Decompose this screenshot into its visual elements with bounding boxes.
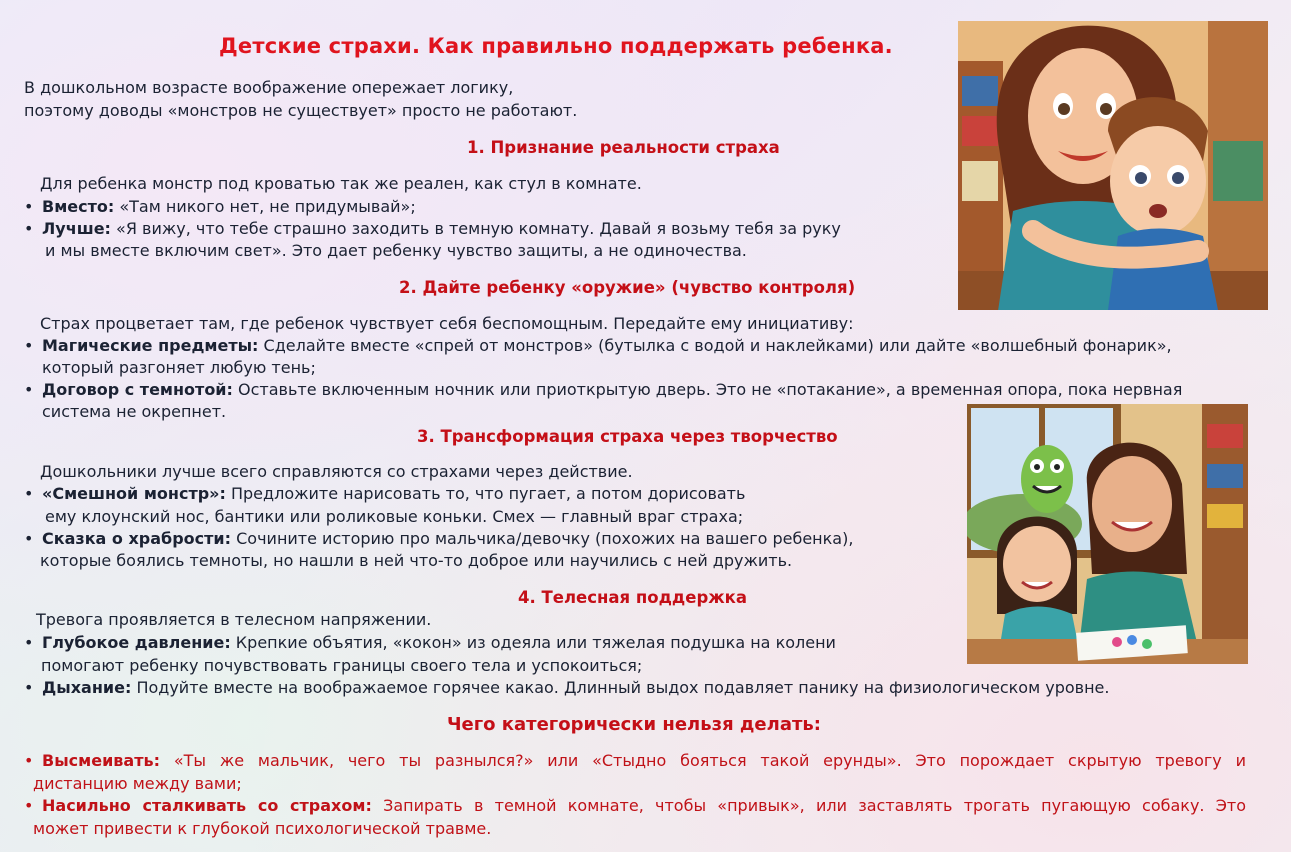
item-label: Глубокое давление: [42, 633, 231, 652]
section-4-item-1-cont: помогают ребенку почувствовать границы своего тела и успокоиться; [41, 656, 643, 675]
section-4-item-2 [24, 678, 1109, 697]
forbidden-item-2-cont: может привести к глубокой психологической травме. [33, 819, 492, 838]
mother-hugging-boy-illustration [958, 21, 1268, 310]
section-2-item-1-cont: который разгоняет любую тень; [42, 358, 316, 377]
forbidden-item-2 [24, 796, 1246, 815]
item-text: Запирать в темной комнате, чтобы «привык», или заставлять трогать пугающую собаку. Это [371, 796, 1247, 815]
mother-daughter-drawing-illustration [967, 404, 1248, 664]
section-3-item-2 [24, 529, 853, 548]
section-1-item-2-cont: и мы вместе включим свет». Это дает ребенку чувство защиты, а не одиночества. [45, 241, 747, 260]
section-1-item-2 [24, 219, 841, 238]
section-1-lead: Для ребенка монстр под кроватью так же реален, как стул в комнате. [40, 174, 642, 193]
item-text: Сделайте вместе «спрей от монстров» (бутылка с водой и наклейками) или дайте «волшебный фонарик», [258, 336, 1172, 355]
bullet: • [24, 751, 34, 770]
bullet: • [24, 796, 34, 815]
section-2-item-2 [24, 380, 1182, 399]
bullet: • [24, 529, 34, 548]
section-3-item-1-cont: ему клоунский нос, бантики или роликовые коньки. Смех — главный враг страха; [45, 507, 744, 526]
intro-line-2: поэтому доводы «монстров не существует» просто не работают. [24, 101, 578, 120]
item-text: Крепкие объятия, «кокон» из одеяла или тяжелая подушка на колени [230, 633, 836, 652]
bullet: • [24, 633, 34, 652]
forbidden-heading: Чего категорически нельзя делать: [447, 714, 821, 735]
section-2-heading: 2. Дайте ребенку «оружие» (чувство контроля) [399, 278, 856, 297]
section-3-lead: Дошкольники лучше всего справляются со страхами через действие. [40, 462, 633, 481]
item-text: Подуйте вместе на воображаемое горячее какао. Длинный выдох подавляет панику на физиологическом уровне. [131, 678, 1110, 697]
section-2-item-1 [24, 336, 1172, 355]
bullet: • [24, 219, 34, 238]
page-title: Детские страхи. Как правильно поддержать ребенка. [219, 34, 893, 58]
bullet: • [24, 336, 34, 355]
section-2-lead: Страх процветает там, где ребенок чувствует себя беспомощным. Передайте ему инициативу: [40, 314, 854, 333]
bullet: • [24, 484, 34, 503]
section-3-heading: 3. Трансформация страха через творчество [417, 427, 838, 446]
item-text: «Ты же мальчик, чего ты разнылся?» или «Стыдно бояться такой ерунды». Это порождает скрытую тревогу и [160, 751, 1246, 770]
section-4-lead: Тревога проявляется в телесном напряжении. [36, 610, 432, 629]
item-label: Дыхание: [42, 678, 132, 697]
section-3-item-1 [24, 484, 745, 503]
section-1-heading: 1. Признание реальности страха [467, 138, 780, 157]
item-label: Сказка о храбрости: [42, 529, 232, 548]
forbidden-item-1 [24, 751, 1246, 770]
item-text: Предложите нарисовать то, что пугает, а потом дорисовать [225, 484, 746, 503]
forbidden-item-1-cont: дистанцию между вами; [33, 774, 242, 793]
item-label: Лучше: [42, 219, 111, 238]
item-text: «Я вижу, что тебе страшно заходить в темную комнату. Давай я возьму тебя за руку [110, 219, 841, 238]
section-4-item-1 [24, 633, 836, 652]
item-label: Магические предметы: [42, 336, 259, 355]
item-label: Вместо: [42, 197, 115, 216]
item-text: Оставьте включенным ночник или приоткрытую дверь. Это не «потакание», а временная опора, пока нервная [232, 380, 1183, 399]
section-2-item-2-cont: система не окрепнет. [42, 402, 227, 421]
item-label: Договор с темнотой: [42, 380, 233, 399]
bullet: • [24, 678, 34, 697]
item-text: Сочините историю про мальчика/девочку (похожих на вашего ребенка), [231, 529, 854, 548]
intro-line-1: В дошкольном возрасте воображение опережает логику, [24, 78, 514, 97]
bullet: • [24, 380, 34, 399]
item-label: Насильно сталкивать со страхом: [42, 796, 372, 815]
bullet: • [24, 197, 34, 216]
section-1-item-1 [24, 197, 416, 216]
item-label: «Смешной монстр»: [42, 484, 226, 503]
item-label: Высмеивать: [42, 751, 160, 770]
section-4-heading: 4. Телесная поддержка [518, 588, 748, 607]
item-text: «Там никого нет, не придумывай»; [114, 197, 416, 216]
section-3-item-2-cont: которые боялись темноты, но нашли в ней что-то доброе или научились с ней дружить. [40, 551, 793, 570]
